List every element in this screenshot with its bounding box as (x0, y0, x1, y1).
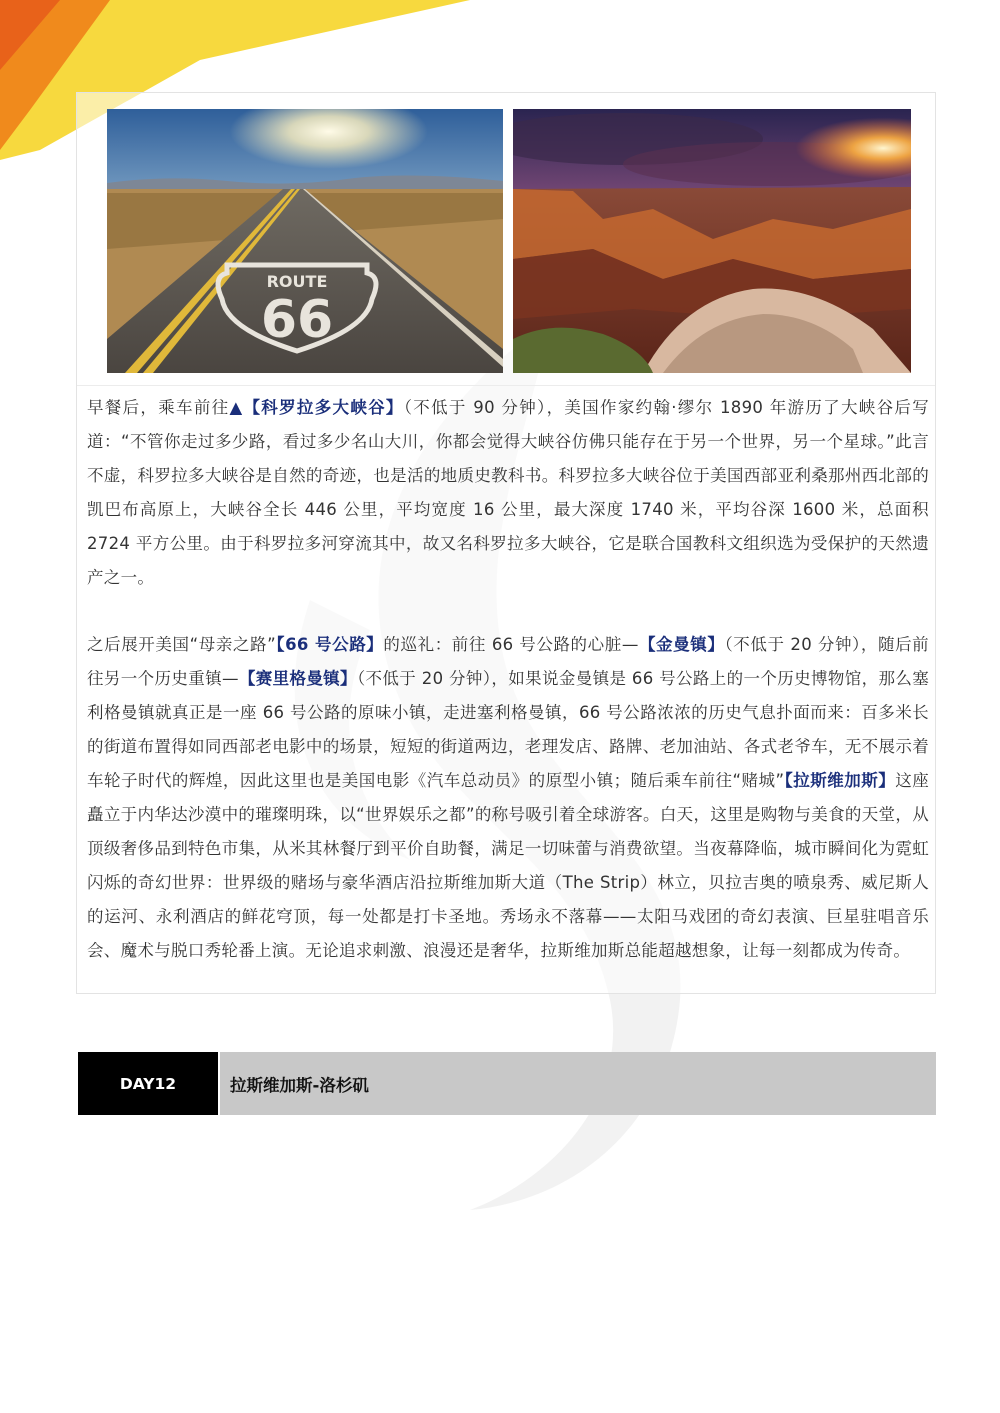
route-sign-number: 66 (260, 290, 334, 350)
route66-text-3: （不低于 20 分钟），随后前往另一个历史重镇— (87, 635, 929, 688)
section-divider (77, 385, 935, 386)
route66-text-5: 这座矗立于内华达沙漠中的璀璨明珠，以“世界娱乐之都”的称号吸引着全球游客。白天，这里是购物与美食的天堂，从顶级奢侈品到特色市集，从米其林餐厅到平价自助餐，满足一切味蕾与消费欲望。当夜幕降临，城市瞬间化为霓虹闪烁的奇幻世界：世界级的赌场与豪华酒店沿拉斯维加斯大道（The Strip）林立，贝拉吉奥的喷泉秀、威尼斯人的运河、永利酒店的鲜花穹顶，每一处都是打卡圣地。秀场永不落幕——太阳马戏团的奇幻表演、巨星驻唱音乐会、魔术与脱口秀轮番上演。无论追求刺激、浪漫还是奢华，拉斯维加斯总能超越想象，让每一刻都成为传奇。 (87, 771, 929, 960)
route66-paragraph-block (87, 628, 929, 968)
las-vegas-highlight: 【拉斯维加斯】 (784, 771, 896, 790)
seligman-highlight: 【赛里格曼镇】 (238, 669, 357, 688)
route66-highlight: 【66 号公路】 (275, 635, 384, 654)
route66-paragraph (87, 628, 929, 968)
grand-canyon-photo (513, 109, 911, 373)
day-title: 拉斯维加斯-洛杉矶 (220, 1052, 936, 1115)
day-label: DAY12 (78, 1052, 218, 1115)
canyon-text-2: （不低于 90 分钟），美国作家约翰·缪尔 1890 年游历了大峡谷后写道：“不管你走过多少路，看过多少名山大川，你都会觉得大峡谷仿佛只能存在于另一个世界，另一个星球。”此言不虚，科罗拉多大峡谷是自然的奇迹，也是活的地质史教科书。科罗拉多大峡谷位于美国西部亚利桑那州西北部的凯巴布高原上，大峡谷全长 446 公里，平均宽度 16 公里，最大深度 1740 米，平均谷深 1600 米，总面积 2724 平方公里。由于科罗拉多河穿流其中，故又名科罗拉多大峡谷，它是联合国教科文组织选为受保护的天然遗产之一。 (87, 398, 929, 587)
canyon-highlight: 【科罗拉多大峡谷】 (243, 398, 404, 417)
kingman-highlight: 【金曼镇】 (638, 635, 725, 654)
triangle-icon: ▲ (229, 398, 244, 417)
content-card (76, 92, 936, 994)
route66-photo (107, 109, 503, 373)
canyon-paragraph-block (87, 391, 929, 595)
day-header-bar (76, 1050, 938, 1116)
route66-text-4: （不低于 20 分钟），如果说金曼镇是 66 号公路上的一个历史博物馆，那么塞利格曼镇就真正是一座 66 号公路的原味小镇，走进塞利格曼镇，66 号公路浓浓的历史气息扑面而来：百多米长的街道布置得如同西部老电影中的场景，短短的街道两边，老理发店、路牌、老加油站、各式老爷车，无不展示着车轮子时代的辉煌，因此这里也是美国电影《汽车总动员》的原型小镇；随后乘车前往“赌城” (87, 669, 929, 790)
photo-row (107, 109, 911, 373)
route-sign-text: ROUTE (266, 272, 328, 291)
route66-text-1: 之后展开美国“母亲之路” (87, 635, 276, 654)
route66-text-2: 的巡礼：前往 66 号公路的心脏— (383, 635, 639, 654)
canyon-paragraph (87, 391, 929, 595)
canyon-text-1: 早餐后，乘车前往 (87, 398, 230, 417)
